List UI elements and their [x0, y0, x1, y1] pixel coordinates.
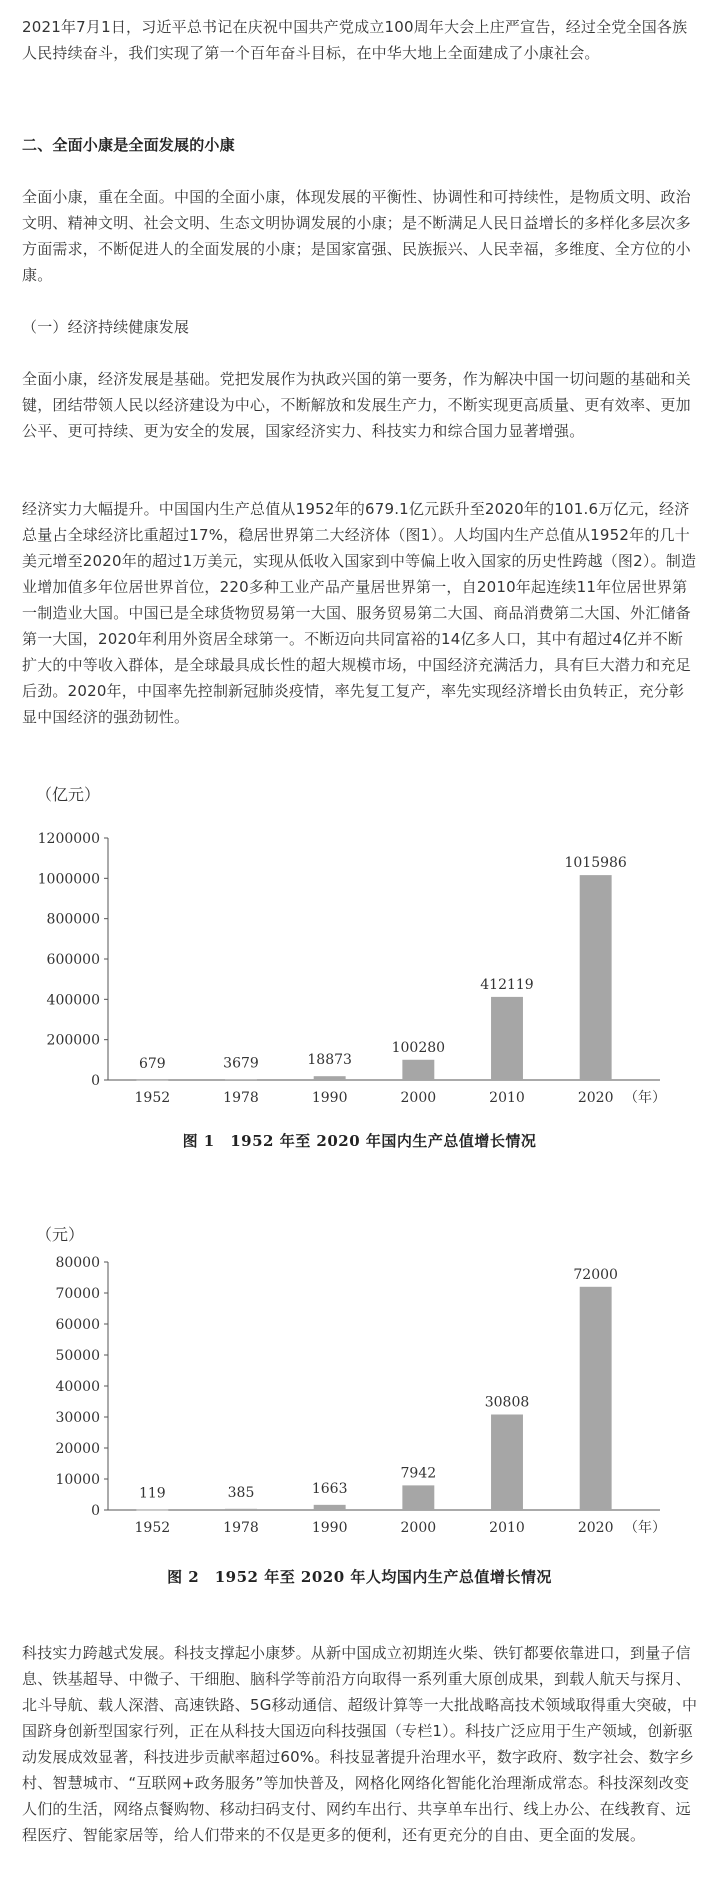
- gdp-data-label: 679: [138, 1055, 166, 1072]
- gdp-y-tick-label: 1000000: [37, 871, 100, 888]
- gdp-per-capita-data-label: 385: [227, 1484, 255, 1501]
- gdp-per-capita-bar: [136, 1510, 168, 1511]
- gdp-x-tick-label: 1952: [134, 1090, 171, 1106]
- gdp-per-capita-bar: [225, 1509, 257, 1510]
- technology-paragraph: 科技实力跨越式发展。科技支撑起小康梦。从新中国成立初期连火柴、铁钉都要依靠进口，到量子信息、铁基超导、中微子、干细胞、脑科学等前沿方向取得一系列重大原创成果，到载人航天与探月、北斗导航、载人深潜、高速铁路、5G移动通信、超级计算等一大批战略高技术领域取得重大突破，中国跻身创新型国家行列，正在从科技大国迈向科技强国（专栏1）。科技广泛应用于生产领域，创新驱动发展成效显著，科技进步贡献率超过60%。科技显著提升治理水平，数字政府、数字社会、数字乡村、智慧城市、“互联网+政务服务”等加快普及，网格化网络化智能化治理渐成常态。科技深刻改变人们的生活，网络点餐购物、移动扫码支付、网约车出行、共享单车出行、线上办公、在线教育、远程医疗、智能家居等，给人们带来的不仅是更多的便利，还有更充分的自由、更全面的发展。: [22, 1644, 698, 1844]
- gdp-x-unit-label: （年）: [624, 1090, 666, 1106]
- gdp-per-capita-bar: [580, 1287, 612, 1510]
- gdp-per-capita-y-tick-label: 30000: [55, 1410, 100, 1426]
- gdp-bar: [136, 1080, 168, 1081]
- gdp-per-capita-y-tick-label: 70000: [55, 1286, 100, 1302]
- gdp-chart: [0, 778, 719, 1178]
- gdp-per-capita-x-tick-label: 2020: [577, 1520, 614, 1536]
- gdp-per-capita-bar: [402, 1485, 434, 1510]
- gdp-chart-y-unit: （亿元）: [36, 785, 101, 804]
- gdp-x-tick-label: 2000: [400, 1090, 437, 1106]
- gdp-y-tick-label: 0: [91, 1073, 100, 1089]
- intro-paragraph: 2021年7月1日，习近平总书记在庆祝中国共产党成立100周年大会上庄严宣告，经过全党全国各族人民持续奋斗，我们实现了第一个百年奋斗目标，在中华大地上全面建成了小康社会。: [22, 18, 688, 62]
- gdp-data-label: 18873: [307, 1052, 352, 1069]
- gdp-per-capita-chart-svg: [0, 1218, 719, 1588]
- gdp-data-label: 100280: [391, 1039, 446, 1056]
- gdp-per-capita-bar: [314, 1505, 346, 1510]
- gdp-per-capita-data-label: 72000: [573, 1266, 618, 1283]
- gdp-data-label: 3679: [223, 1055, 259, 1072]
- gdp-per-capita-y-tick-label: 40000: [55, 1379, 100, 1395]
- gdp-per-capita-y-tick-label: 80000: [55, 1255, 100, 1271]
- gdp-per-capita-chart-y-unit: （元）: [36, 1225, 85, 1244]
- section-heading: 二、全面小康是全面发展的小康: [22, 136, 235, 154]
- gdp-per-capita-y-tick-label: 10000: [55, 1472, 100, 1488]
- gdp-per-capita-data-label: 7942: [400, 1465, 437, 1482]
- gdp-per-capita-x-unit-label: （年）: [624, 1520, 666, 1536]
- gdp-y-tick-label: 200000: [46, 1032, 100, 1049]
- gdp-per-capita-y-tick-label: 0: [91, 1503, 100, 1519]
- gdp-data-label: 412119: [480, 976, 534, 993]
- gdp-per-capita-y-tick-label: 50000: [55, 1348, 100, 1364]
- gdp-y-tick-label: 400000: [46, 992, 100, 1009]
- gdp-y-tick-label: 1200000: [37, 831, 100, 847]
- gdp-per-capita-bar: [491, 1414, 523, 1510]
- gdp-x-tick-label: 1978: [223, 1090, 259, 1106]
- gdp-bar: [491, 997, 523, 1080]
- gdp-per-capita-data-label: 1663: [311, 1480, 348, 1497]
- economy-paragraph: 经济实力大幅提升。中国国内生产总值从1952年的679.1亿元跃升至2020年的101.6万亿元，经济总量占全球经济比重超过17%，稳居世界第二大经济体（图1）。人均国内生产总值从1952年的几十美元增至2020年的超过1万美元，实现从低收入国家到中等偏上收入国家的历史性跨越（图2）。制造业增加值多年位居世界首位，220多种工业产品产量居世界第一，自2010年起连续11年位居世界第一制造业大国。中国已是全球货物贸易第一大国、服务贸易第二大国、商品消费第二大国、外汇储备第一大国，2020年利用外资居全球第一。不断迈向共同富裕的14亿多人口，其中有超过4亿并不断扩大的中等收入群体，是全球最具成长性的超大规模市场，中国经济充满活力，具有巨大潜力和充足后劲。2020年，中国率先控制新冠肺炎疫情，率先复工复产，率先实现经济增长由负转正，充分彰显中国经济的强劲韧性。: [22, 500, 697, 726]
- gdp-bar: [314, 1076, 346, 1080]
- gdp-bar: [402, 1060, 434, 1080]
- gdp-per-capita-data-label: 30808: [484, 1394, 530, 1411]
- gdp-per-capita-x-tick-label: 2010: [489, 1520, 525, 1536]
- gdp-y-tick-label: 800000: [46, 911, 100, 928]
- gdp-per-capita-x-tick-label: 2000: [400, 1520, 437, 1536]
- subsection-body-paragraph: 全面小康，经济发展是基础。党把发展作为执政兴国的第一要务，作为解决中国一切问题的基础和关键，团结带领人民以经济建设为中心，不断解放和发展生产力，不断实现更高质量、更有效率、更加公平、更可持续、更为安全的发展，国家经济实力、科技实力和综合国力显著增强。: [22, 370, 691, 440]
- gdp-x-tick-label: 1990: [311, 1090, 348, 1106]
- gdp-per-capita-data-label: 119: [138, 1485, 166, 1502]
- section-body-paragraph: 全面小康，重在全面。中国的全面小康，体现发展的平衡性、协调性和可持续性，是物质文明、政治文明、精神文明、社会文明、生态文明协调发展的小康；是不断满足人民日益增长的多样化多层次多方面需求，不断促进人的全面发展的小康；是国家富强、民族振兴、人民幸福，多维度、全方位的小康。: [22, 188, 691, 284]
- subsection-heading: （一）经济持续健康发展: [22, 318, 190, 336]
- gdp-data-label: 1015986: [564, 855, 627, 872]
- gdp-bar: [225, 1079, 257, 1080]
- gdp-per-capita-y-tick-label: 60000: [55, 1317, 100, 1333]
- gdp-y-tick-label: 600000: [46, 952, 100, 968]
- gdp-per-capita-x-tick-label: 1952: [134, 1520, 171, 1536]
- gdp-per-capita-chart: [0, 1218, 719, 1618]
- gdp-chart-caption: 图 1 1952 年至 2020 年国内生产总值增长情况: [182, 1132, 537, 1150]
- gdp-x-tick-label: 2020: [577, 1090, 614, 1106]
- gdp-bar: [580, 875, 612, 1080]
- gdp-per-capita-chart-caption: 图 2 1952 年至 2020 年人均国内生产总值增长情况: [167, 1568, 552, 1586]
- gdp-per-capita-x-tick-label: 1990: [311, 1520, 348, 1536]
- gdp-chart-svg: [0, 778, 719, 1148]
- gdp-x-tick-label: 2010: [489, 1090, 525, 1106]
- gdp-per-capita-y-tick-label: 20000: [55, 1441, 100, 1457]
- gdp-per-capita-x-tick-label: 1978: [223, 1520, 259, 1536]
